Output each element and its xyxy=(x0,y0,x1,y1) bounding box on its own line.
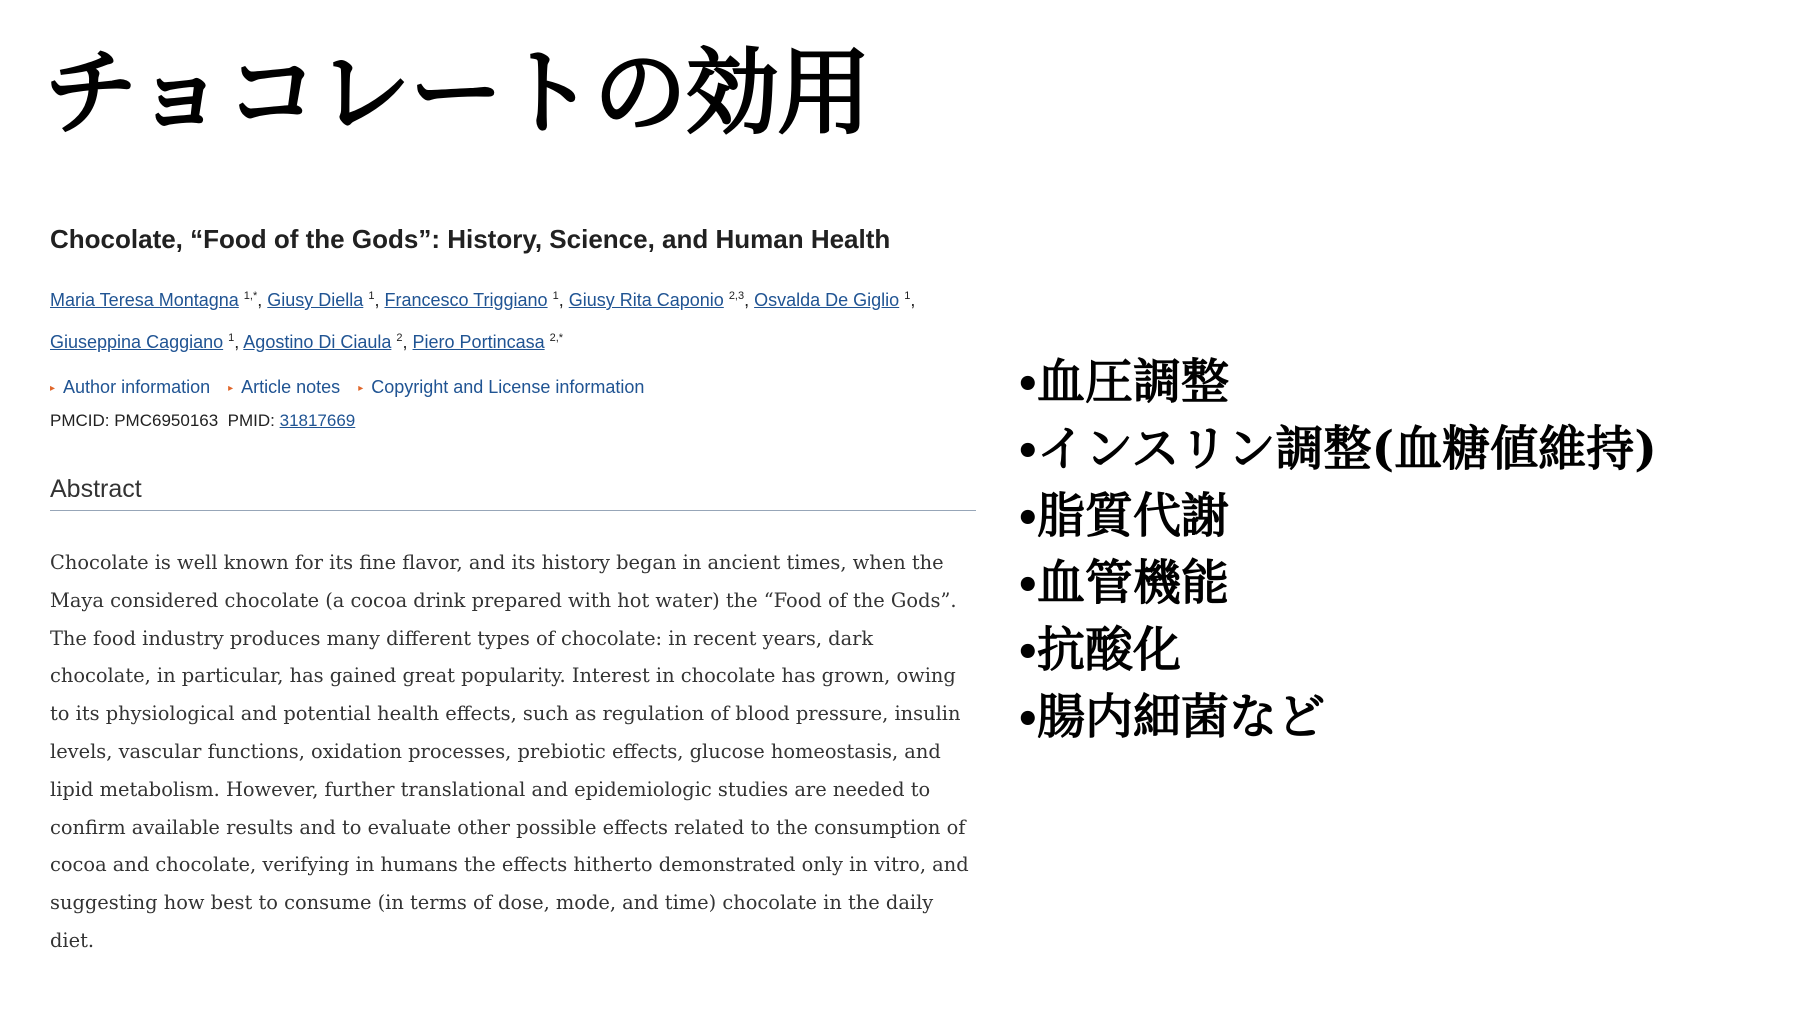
triangle-right-icon: ▸ xyxy=(50,382,56,394)
benefit-item xyxy=(1015,551,1657,618)
benefit-label: インスリン調整(血糖値維持) xyxy=(1037,421,1657,477)
author-link[interactable]: Francesco Triggiano xyxy=(384,290,548,310)
benefit-label: 腸内細菌など xyxy=(1037,689,1326,745)
author-item xyxy=(50,290,267,310)
article-panel xyxy=(50,224,980,979)
benefit-item xyxy=(1015,618,1657,685)
author-item xyxy=(384,290,568,310)
bullet-icon: • xyxy=(1015,562,1041,609)
author-separator: , xyxy=(234,332,244,352)
bullet-icon: • xyxy=(1015,696,1041,743)
pmcid: PMCID: PMC6950163 xyxy=(50,411,219,430)
author-separator: , xyxy=(558,290,569,310)
abstract-text: Chocolate is well known for its fine flavor, and its history began in ancient times, when the Maya considered chocolate (a cocoa drink prepared with hot water) the “Food of the Gods”. The food industry produces many different types of chocolate: in recent years, dark chocolate, in particular, has gained great popularity. Interest in chocolate has grown, owing to its physiological and potential health effects, such as regulation of blood pressure, insulin levels, vascular functions, oxidation processes, prebiotic effects, glucose homeostasis, and lipid metabolism. However, further translational and epidemiologic studies are needed to confirm available results and to evaluate other possible effects related to the consumption of cocoa and chocolate, verifying in humans the effects hitherto demonstrated only in vitro, and suggesting how best to consume (in terms of dose, mode, and time) chocolate in the daily diet. xyxy=(50,551,969,952)
abstract-heading: Abstract xyxy=(50,475,976,511)
author-item xyxy=(243,332,412,352)
article-ids xyxy=(50,411,980,431)
author-link[interactable]: Osvalda De Giglio xyxy=(754,290,900,310)
benefit-item xyxy=(1015,484,1657,551)
author-affiliation: 1,* xyxy=(243,290,258,302)
benefit-label: 抗酸化 xyxy=(1037,622,1182,678)
author-link[interactable]: Maria Teresa Montagna xyxy=(50,290,239,310)
benefit-item xyxy=(1015,417,1657,484)
author-information-link[interactable] xyxy=(50,377,210,398)
author-affiliation: 2 xyxy=(396,332,403,344)
author-separator: , xyxy=(910,290,916,310)
meta-link-label: Article notes xyxy=(241,377,341,397)
author-affiliation: 2,* xyxy=(549,332,564,344)
author-item xyxy=(267,290,384,310)
pmid-label: PMID: xyxy=(227,411,275,430)
author-affiliation: 1 xyxy=(228,332,235,344)
benefit-label: 脂質代謝 xyxy=(1037,488,1230,544)
triangle-right-icon: ▸ xyxy=(228,382,234,394)
benefit-item xyxy=(1015,350,1657,417)
benefit-label: 血圧調整 xyxy=(1037,354,1230,410)
meta-link-label: Copyright and License information xyxy=(371,377,645,397)
author-link[interactable]: Giusy Diella xyxy=(267,290,364,310)
author-affiliation: 1 xyxy=(552,290,559,302)
author-link[interactable]: Giuseppina Caggiano xyxy=(50,332,224,352)
author-affiliation: 2,3 xyxy=(728,290,745,302)
author-link[interactable]: Agostino Di Ciaula xyxy=(243,332,392,352)
author-separator: , xyxy=(744,290,755,310)
article-meta-links xyxy=(50,377,980,398)
meta-link-label: Author information xyxy=(63,377,211,397)
article-title: Chocolate, “Food of the Gods”: History, Science, and Human Health xyxy=(50,224,891,254)
author-item xyxy=(569,290,754,310)
benefit-label: 血管機能 xyxy=(1037,555,1230,611)
bullet-icon: • xyxy=(1015,629,1041,676)
pmid-link[interactable]: 31817669 xyxy=(279,411,356,430)
author-separator: , xyxy=(257,290,268,310)
triangle-right-icon: ▸ xyxy=(358,382,364,394)
benefit-item xyxy=(1015,685,1657,752)
author-separator: , xyxy=(374,290,385,310)
author-link[interactable]: Piero Portincasa xyxy=(412,332,545,352)
author-item xyxy=(754,290,915,310)
article-notes-link[interactable] xyxy=(228,377,340,398)
author-separator: , xyxy=(402,332,413,352)
bullet-icon: • xyxy=(1015,428,1041,475)
author-affiliation: 1 xyxy=(904,290,911,302)
author-item xyxy=(413,332,564,352)
copyright-license-link[interactable] xyxy=(358,377,644,398)
author-link[interactable]: Giusy Rita Caponio xyxy=(568,290,724,310)
bullet-icon: • xyxy=(1015,361,1041,408)
slide-title: チョコレートの効用 xyxy=(44,38,870,148)
author-list xyxy=(50,277,980,361)
bullet-icon: • xyxy=(1015,495,1041,542)
author-item xyxy=(50,332,243,352)
benefits-list xyxy=(1015,350,1657,752)
author-affiliation: 1 xyxy=(368,290,375,302)
